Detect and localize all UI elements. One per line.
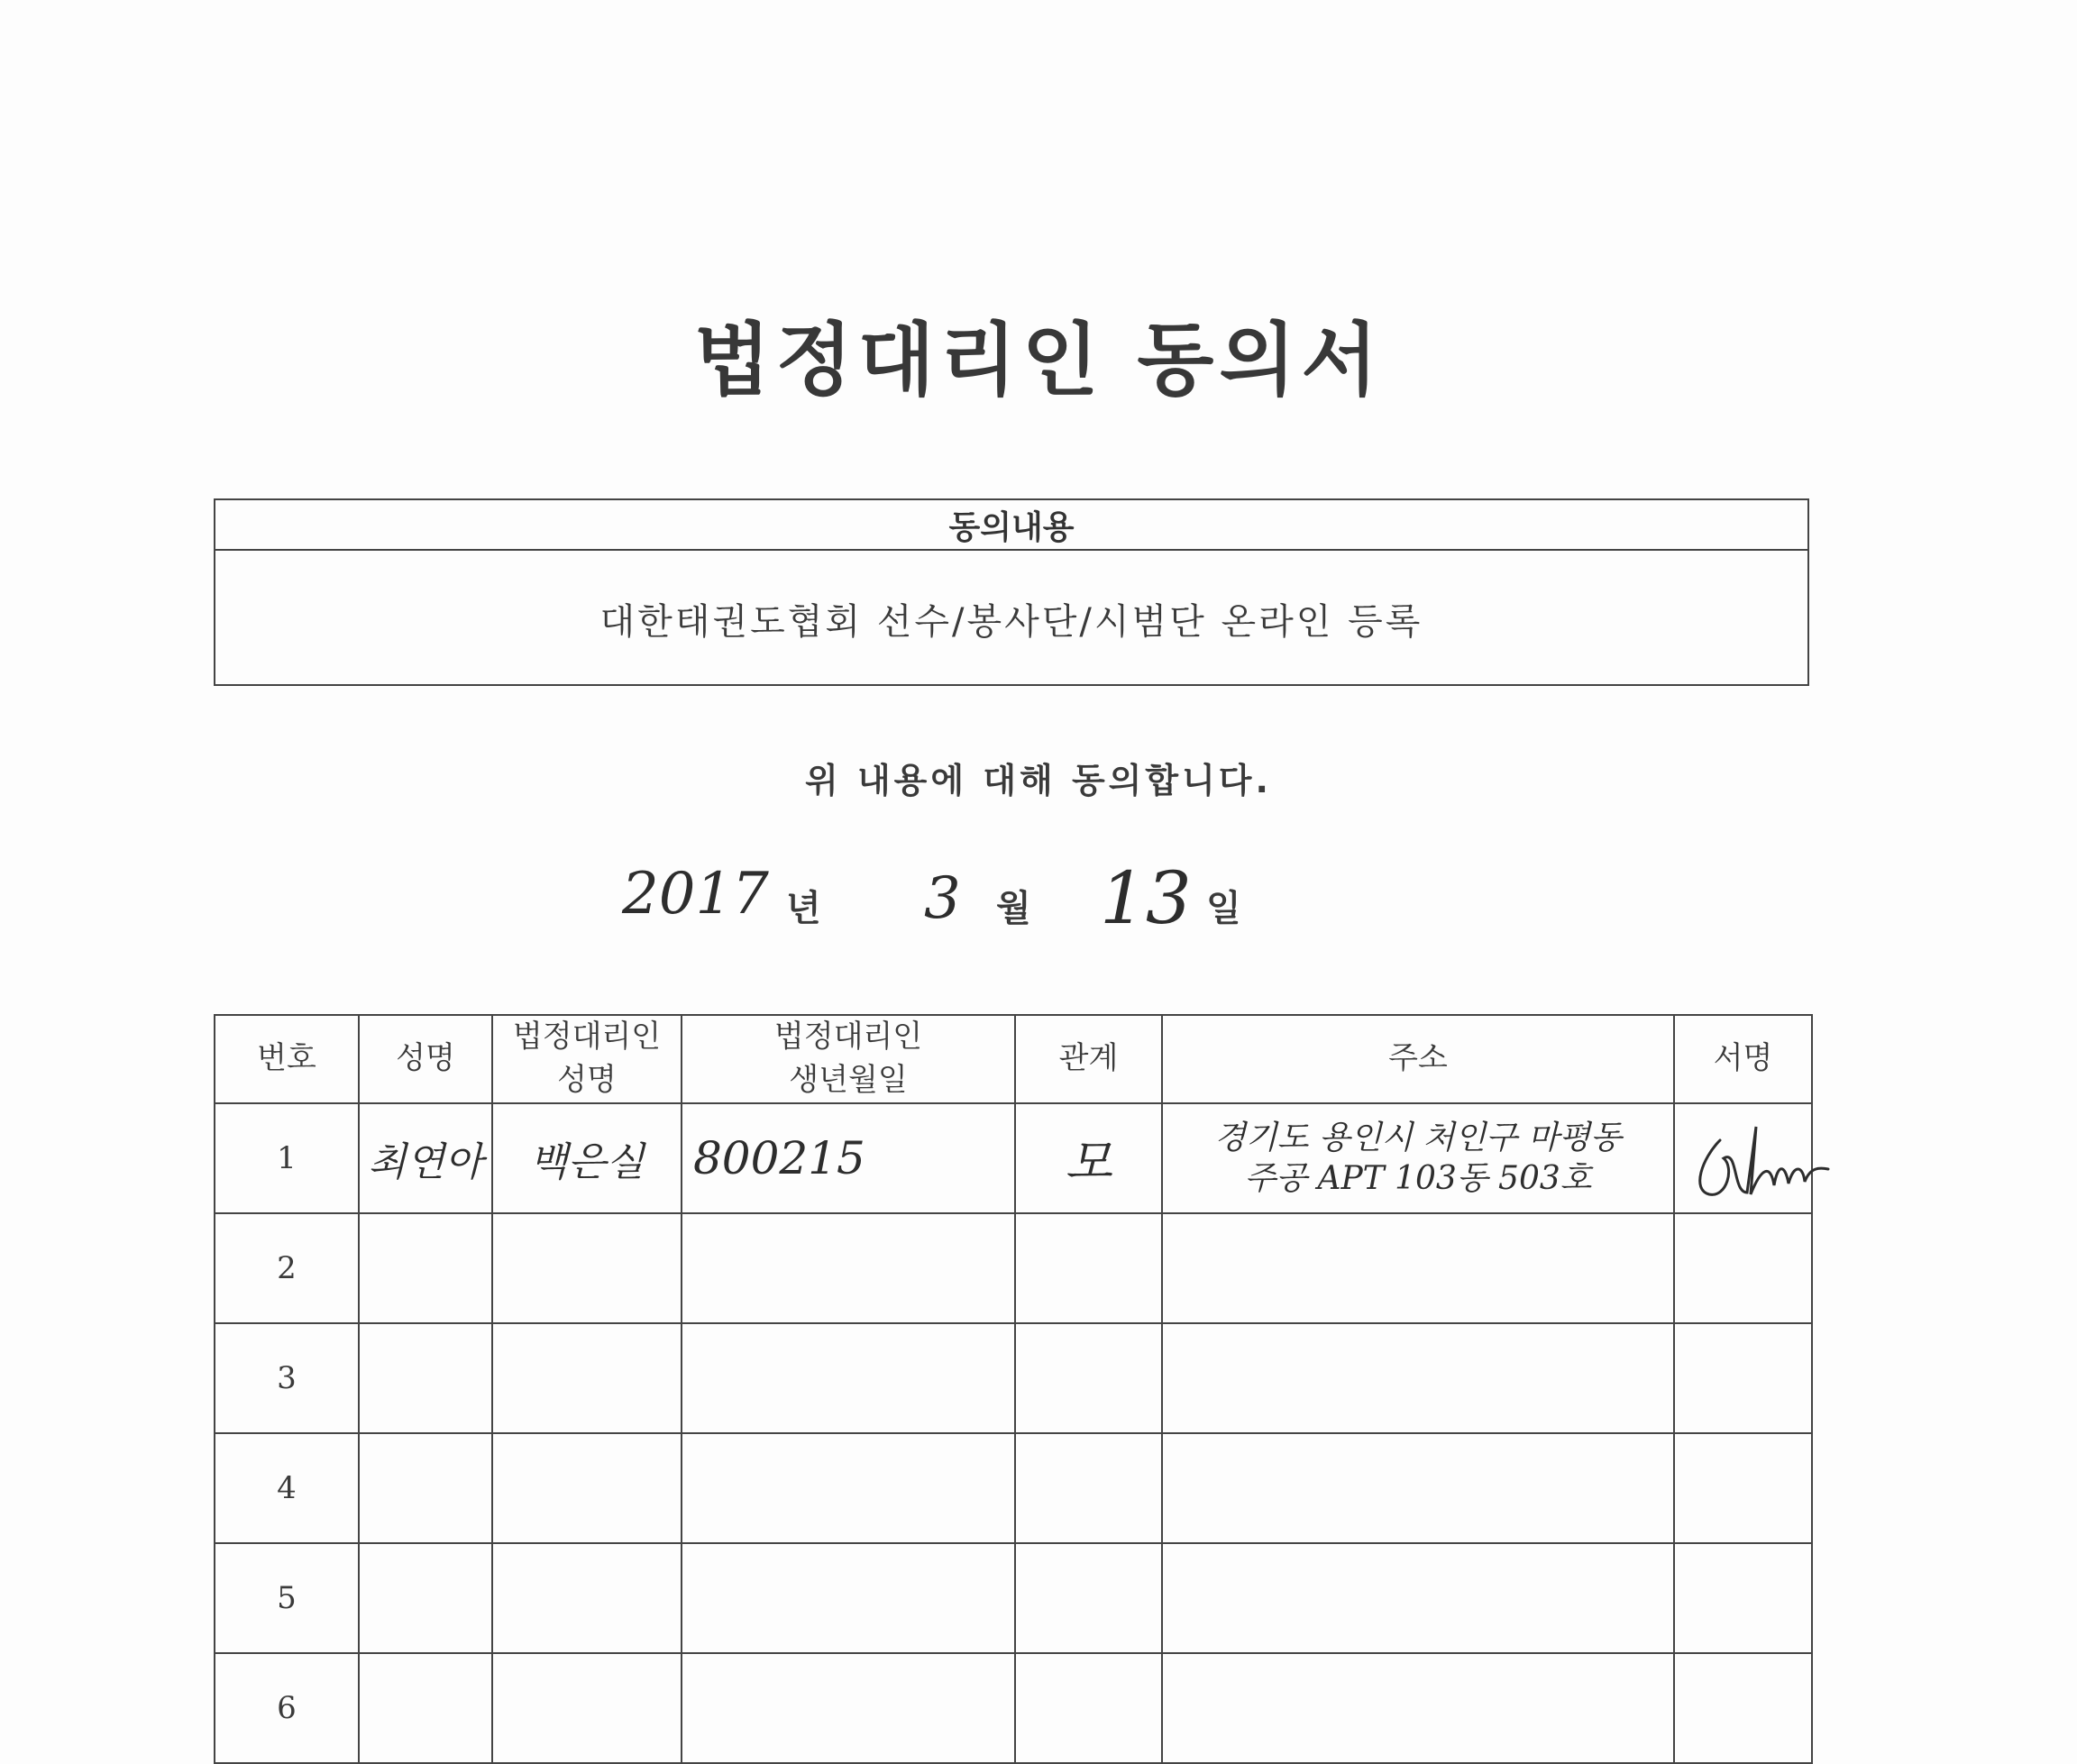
header-guardian-birth-line2: 생년월일 — [789, 1062, 908, 1098]
relation: 모 — [1065, 1133, 1112, 1191]
empty-cell — [1674, 1433, 1812, 1543]
empty-cell — [492, 1213, 682, 1323]
empty-cell — [682, 1213, 1015, 1323]
row-number: 4 — [215, 1433, 359, 1543]
table-row — [215, 1103, 1812, 1213]
empty-cell — [492, 1433, 682, 1543]
row-number: 1 — [215, 1103, 359, 1213]
empty-cell — [682, 1543, 1015, 1653]
table-row — [215, 1323, 1812, 1433]
empty-cell — [1015, 1213, 1162, 1323]
header-guardian-birth-line1: 법정대리인 — [773, 1019, 923, 1056]
empty-cell — [1162, 1653, 1674, 1763]
consent-content-box — [214, 498, 1809, 686]
student-name-cell — [359, 1103, 492, 1213]
date-day: 13 — [1100, 856, 1192, 940]
date-day-unit: 일 — [1206, 888, 1241, 929]
guardian-birth-cell — [682, 1103, 1015, 1213]
header-guardian-name-line1: 법정대리인 — [512, 1019, 662, 1056]
empty-cell — [359, 1653, 492, 1763]
address-line-2: 주공 APT 103동 503호 — [1244, 1160, 1592, 1197]
header-guardian-name-line2: 성명 — [557, 1062, 617, 1098]
row-number: 3 — [215, 1323, 359, 1433]
empty-cell — [1015, 1433, 1162, 1543]
date-year: 2017 — [622, 861, 769, 928]
table-row — [215, 1653, 1812, 1763]
header-relation: 관계 — [1015, 1015, 1162, 1103]
row-number: 2 — [215, 1213, 359, 1323]
empty-cell — [1674, 1213, 1812, 1323]
empty-cell — [1162, 1433, 1674, 1543]
guardian-roster-table — [214, 1014, 1813, 1764]
table-header-row — [215, 1015, 1812, 1103]
header-signature: 서명 — [1674, 1015, 1812, 1103]
guardian-birth: 800215 — [693, 1132, 865, 1184]
address-line-1: 경기도 용인시 처인구 마평동 — [1214, 1120, 1622, 1156]
guardian-name: 백은실 — [529, 1139, 645, 1185]
empty-cell — [359, 1213, 492, 1323]
empty-cell — [1015, 1653, 1162, 1763]
header-no: 번호 — [215, 1015, 359, 1103]
date-month: 3 — [924, 865, 961, 932]
relation-cell — [1015, 1103, 1162, 1213]
signature-cell — [1674, 1103, 1812, 1213]
empty-cell — [682, 1653, 1015, 1763]
empty-cell — [682, 1433, 1015, 1543]
handwritten-signature-image — [1684, 1104, 1855, 1212]
empty-cell — [682, 1323, 1015, 1433]
empty-cell — [1162, 1213, 1674, 1323]
header-address: 주소 — [1162, 1015, 1674, 1103]
header-guardian-name — [492, 1015, 682, 1103]
header-name: 성명 — [359, 1015, 492, 1103]
header-guardian-birth — [682, 1015, 1015, 1103]
agreement-statement: 위 내용에 대해 동의합니다. — [805, 761, 1272, 800]
date-year-unit: 년 — [786, 888, 821, 929]
row-number: 6 — [215, 1653, 359, 1763]
row-number: 5 — [215, 1543, 359, 1653]
empty-cell — [1674, 1653, 1812, 1763]
empty-cell — [359, 1433, 492, 1543]
address-cell — [1162, 1103, 1674, 1213]
empty-cell — [492, 1543, 682, 1653]
table-row — [215, 1543, 1812, 1653]
consent-heading: 동의내용 — [215, 500, 1807, 551]
empty-cell — [1015, 1323, 1162, 1433]
empty-cell — [492, 1323, 682, 1433]
empty-cell — [492, 1653, 682, 1763]
table-row — [215, 1213, 1812, 1323]
empty-cell — [359, 1323, 492, 1433]
student-name: 최연아 — [368, 1139, 483, 1185]
empty-cell — [1162, 1323, 1674, 1433]
guardian-name-cell — [492, 1103, 682, 1213]
empty-cell — [1015, 1543, 1162, 1653]
table-row — [215, 1433, 1812, 1543]
empty-cell — [359, 1543, 492, 1653]
date-month-unit: 월 — [996, 888, 1031, 929]
empty-cell — [1674, 1543, 1812, 1653]
empty-cell — [1162, 1543, 1674, 1653]
consent-content: 대한태권도협회 선수/봉사단/시범단 온라인 등록 — [599, 600, 1423, 643]
empty-cell — [1674, 1323, 1812, 1433]
document-title: 법정대리인 동의서 — [693, 314, 1384, 407]
